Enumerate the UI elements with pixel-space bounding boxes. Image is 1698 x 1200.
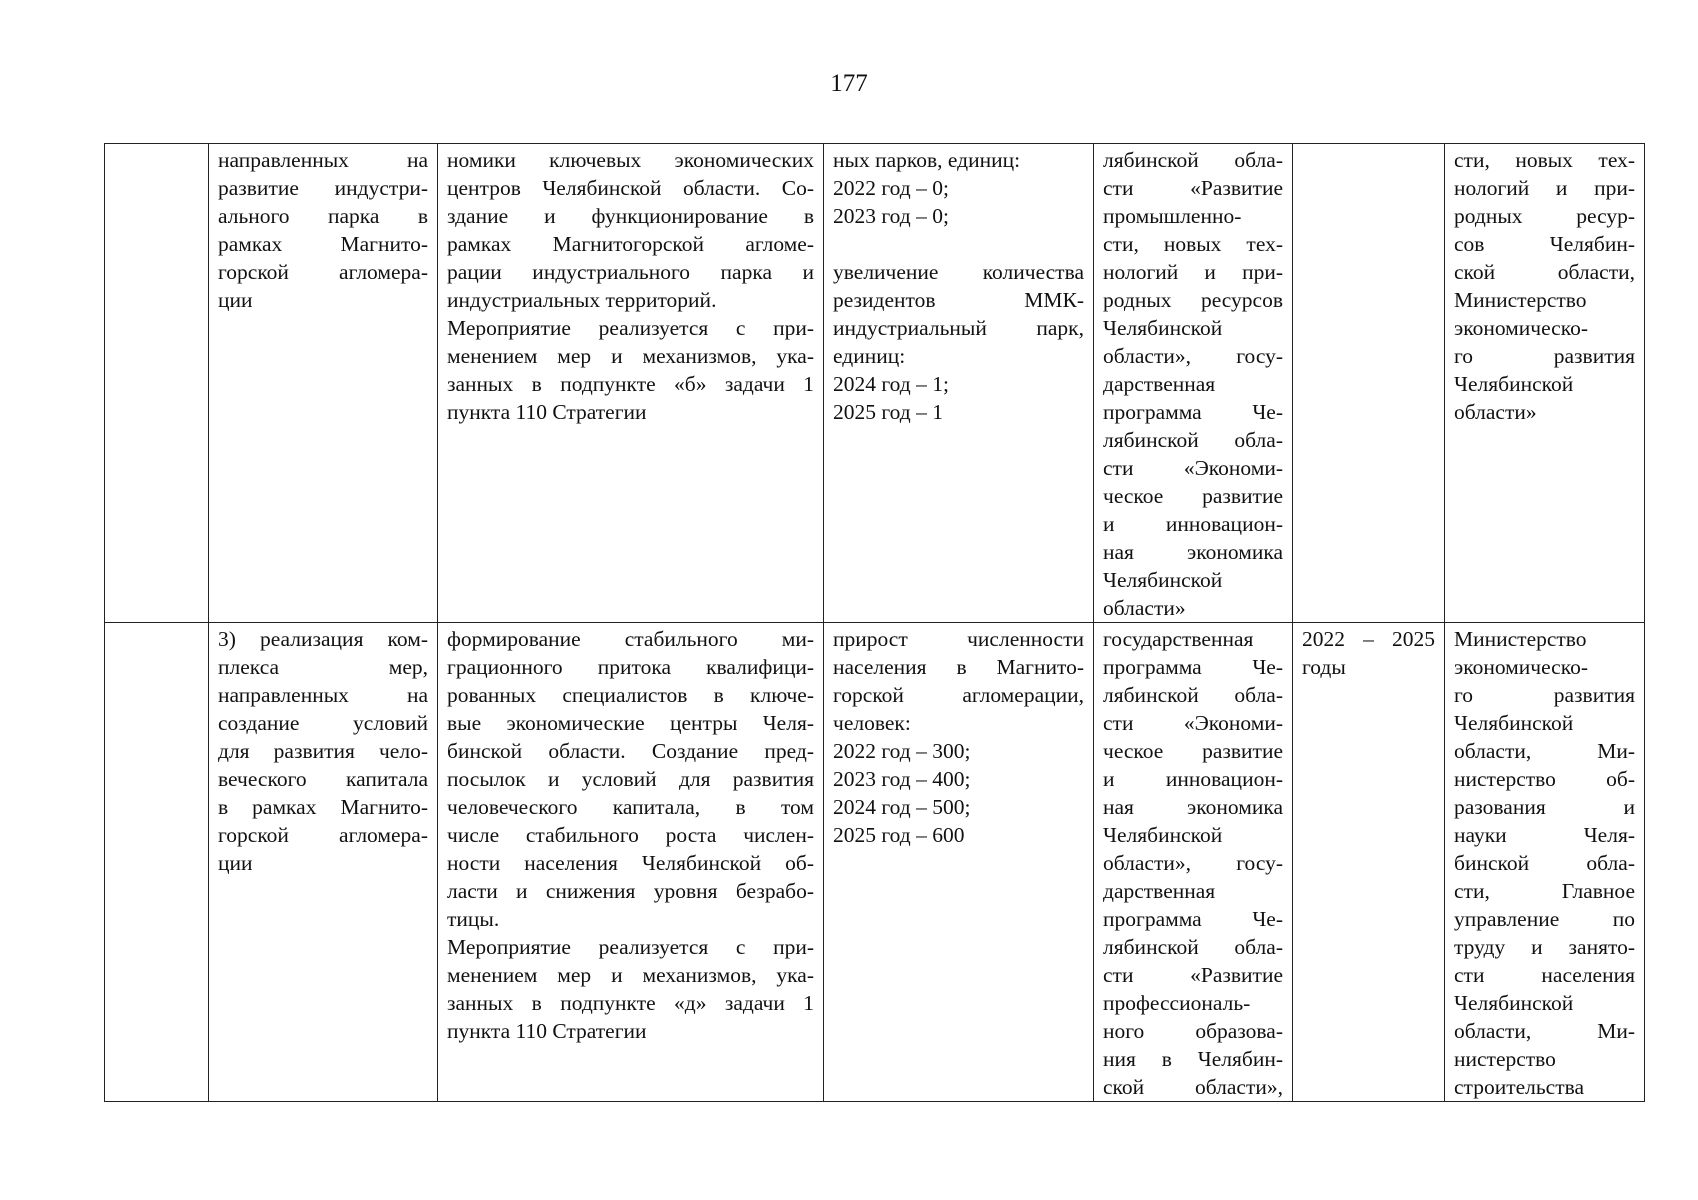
cell-line: формирование стабильного ми- [447, 627, 814, 651]
cell-line: здание и функционирование в [447, 204, 814, 228]
cell-line: грационного притока квалифици- [447, 655, 814, 679]
cell-line: строительства [1454, 1075, 1585, 1099]
cell-line: лябинской обла- [1103, 683, 1283, 707]
cell-responsible [1445, 623, 1645, 1102]
cell-line: горской агломера- [218, 260, 428, 284]
cell-line: числе стабильного роста числен- [447, 823, 814, 847]
cell-line: создание условий [218, 711, 428, 735]
cell-event-name [209, 144, 438, 623]
cell-line: Челябинской [1103, 568, 1223, 592]
cell-line: экономическо- [1454, 316, 1588, 340]
cell-line: лябинской обла- [1103, 148, 1283, 172]
cell-line: области, Ми- [1454, 739, 1635, 763]
cell-line: программа Че- [1103, 907, 1283, 931]
cell-line: направленных на [218, 683, 428, 707]
cell-line: и инновацион- [1103, 767, 1283, 791]
cell-line: сти «Экономи- [1103, 456, 1283, 480]
cell-line: индустриальных территорий. [447, 288, 717, 312]
cell-programs [1094, 144, 1293, 623]
cell-description [438, 144, 824, 623]
cell-line: рамках Магнито- [218, 232, 428, 256]
cell-line: 3) реализация ком- [218, 627, 428, 651]
cell-line: рованных специалистов в ключе- [447, 683, 814, 707]
cell-line: 2023 год – 400; [833, 767, 971, 791]
cell-line: ального парка в [218, 204, 428, 228]
cell-line: в рамках Магнито- [218, 795, 428, 819]
cell-line: годы [1302, 655, 1346, 679]
cell-line: нологий и при- [1454, 176, 1635, 200]
cell-line: человек: [833, 711, 911, 735]
cell-line: единиц: [833, 344, 906, 368]
cell-line: развитие индустри- [218, 176, 428, 200]
cell-line: ния в Челябин- [1103, 1047, 1283, 1071]
cell-line: ных парков, единиц: [833, 148, 1021, 172]
cell-line: 2024 год – 500; [833, 795, 971, 819]
cell-responsible [1445, 144, 1645, 623]
cell-line: центров Челябинской области. Со- [447, 176, 814, 200]
cell-line: ного образова- [1103, 1019, 1283, 1043]
cell-line: Челябинской [1454, 711, 1574, 735]
cell-line: Челябинской [1103, 823, 1223, 847]
cell-event-name [209, 623, 438, 1102]
cell-line: ции [218, 851, 253, 875]
cell-description [438, 623, 824, 1102]
cell-line: плекса мер, [218, 655, 428, 679]
cell-line: веческого капитала [218, 767, 428, 791]
cell-line: промышленно- [1103, 204, 1242, 228]
cell-line: рации индустриального парка и [447, 260, 814, 284]
cell-line: лябинской обла- [1103, 428, 1283, 452]
cell-line: ческое развитие [1103, 739, 1283, 763]
cell-line: Министерство [1454, 627, 1587, 651]
cell-line: сти, новых тех- [1103, 232, 1283, 256]
cell-line: сти «Экономи- [1103, 711, 1283, 735]
cell-line: номики ключевых экономических [447, 148, 814, 172]
cell-line: населения в Магнито- [833, 655, 1084, 679]
cell-line: области, Ми- [1454, 1019, 1635, 1043]
cell-line: 2022 год – 0; [833, 176, 949, 200]
cell-programs [1094, 623, 1293, 1102]
cell-indicators [824, 623, 1094, 1102]
cell-line: го развития [1454, 683, 1635, 707]
cell-line: науки Челя- [1454, 823, 1635, 847]
cell-line: государственная [1103, 627, 1254, 651]
cell-line: экономическо- [1454, 655, 1588, 679]
cell-period [1293, 144, 1445, 623]
cell-line: Челябинской [1103, 316, 1223, 340]
cell-line: сти населения [1454, 963, 1635, 987]
cell-line: увеличение количества [833, 260, 1084, 284]
cell-line: управление по [1454, 907, 1635, 931]
cell-line: занных в подпункте «д» задачи 1 [447, 991, 814, 1015]
cell-line: посылок и условий для развития [447, 767, 814, 791]
cell-line: и инновацион- [1103, 512, 1283, 536]
cell-line: нологий и при- [1103, 260, 1283, 284]
cell-line: 2022 – 2025 [1302, 627, 1435, 651]
cell-line: для развития чело- [218, 739, 428, 763]
cell-line: пункта 110 Стратегии [447, 400, 647, 424]
cell-line: дарственная [1103, 879, 1216, 903]
cell-line: человеческого капитала, в том [447, 795, 814, 819]
cell-line: 2024 год – 1; [833, 372, 949, 396]
cell-line: лябинской обла- [1103, 935, 1283, 959]
cell-line: нистерство об- [1454, 767, 1635, 791]
cell-line: горской агломерации, [833, 683, 1084, 707]
cell-line: ная экономика [1103, 540, 1283, 564]
cell-line: сти, новых тех- [1454, 148, 1635, 172]
cell-line: области», госу- [1103, 344, 1283, 368]
cell-indicators [824, 144, 1094, 623]
cell-line: сти, Главное [1454, 879, 1635, 903]
cell-line: 2022 год – 300; [833, 739, 971, 763]
page-number: 177 [830, 70, 868, 97]
cell-line: Мероприятие реализуется с при- [447, 935, 814, 959]
cell-line: ческое развитие [1103, 484, 1283, 508]
cell-line: горской агломера- [218, 823, 428, 847]
cell-line: области» [1454, 400, 1537, 424]
measures-table [104, 143, 1645, 1102]
cell-line: программа Че- [1103, 400, 1283, 424]
cell-line: дарственная [1103, 372, 1216, 396]
cell-line: резидентов ММК- [833, 288, 1084, 312]
table-row [105, 623, 1645, 1102]
cell-line: тицы. [447, 907, 500, 931]
cell-line: нистерство [1454, 1047, 1556, 1071]
cell-line: бинской области. Создание пред- [447, 739, 814, 763]
cell-line: труду и занято- [1454, 935, 1635, 959]
cell-line: занных в подпункте «б» задачи 1 [447, 372, 814, 396]
cell-line: направленных на [218, 148, 428, 172]
cell-line: области», госу- [1103, 851, 1283, 875]
cell-line: менением мер и механизмов, ука- [447, 963, 814, 987]
cell-line: сов Челябин- [1454, 232, 1635, 256]
cell-line: прирост численности [833, 627, 1084, 651]
cell-line: индустриальный парк, [833, 316, 1084, 340]
cell-line: пункта 110 Стратегии [447, 1019, 647, 1043]
cell-line: ласти и снижения уровня безрабо- [447, 879, 814, 903]
cell-number [105, 144, 209, 623]
cell-line: менением мер и механизмов, ука- [447, 344, 814, 368]
cell-line: ности населения Челябинской об- [447, 851, 814, 875]
cell-line: разования и [1454, 795, 1635, 819]
cell-line: Министерство [1454, 288, 1587, 312]
cell-line: рамках Магнитогорской агломе- [447, 232, 814, 256]
cell-line: ской области, [1454, 260, 1635, 284]
cell-line: 2025 год – 600 [833, 823, 965, 847]
table-row [105, 144, 1645, 623]
cell-line: Мероприятие реализуется с при- [447, 316, 814, 340]
cell-line: 2025 год – 1 [833, 400, 943, 424]
cell-line: родных ресурсов [1103, 288, 1283, 312]
cell-line: ской области», [1103, 1075, 1283, 1099]
cell-line: бинской обла- [1454, 851, 1635, 875]
cell-line: Челябинской [1454, 372, 1574, 396]
cell-line: профессиональ- [1103, 991, 1251, 1015]
cell-line: сти «Развитие [1103, 176, 1283, 200]
cell-line [833, 230, 1084, 258]
cell-line: области» [1103, 596, 1186, 620]
cell-line: го развития [1454, 344, 1635, 368]
cell-line: Челябинской [1454, 991, 1574, 1015]
cell-line: ции [218, 288, 253, 312]
cell-line: программа Че- [1103, 655, 1283, 679]
cell-number [105, 623, 209, 1102]
cell-line: сти «Развитие [1103, 963, 1283, 987]
cell-line: ная экономика [1103, 795, 1283, 819]
cell-line: 2023 год – 0; [833, 204, 949, 228]
cell-period [1293, 623, 1445, 1102]
cell-line: вые экономические центры Челя- [447, 711, 814, 735]
cell-line: родных ресур- [1454, 204, 1635, 228]
